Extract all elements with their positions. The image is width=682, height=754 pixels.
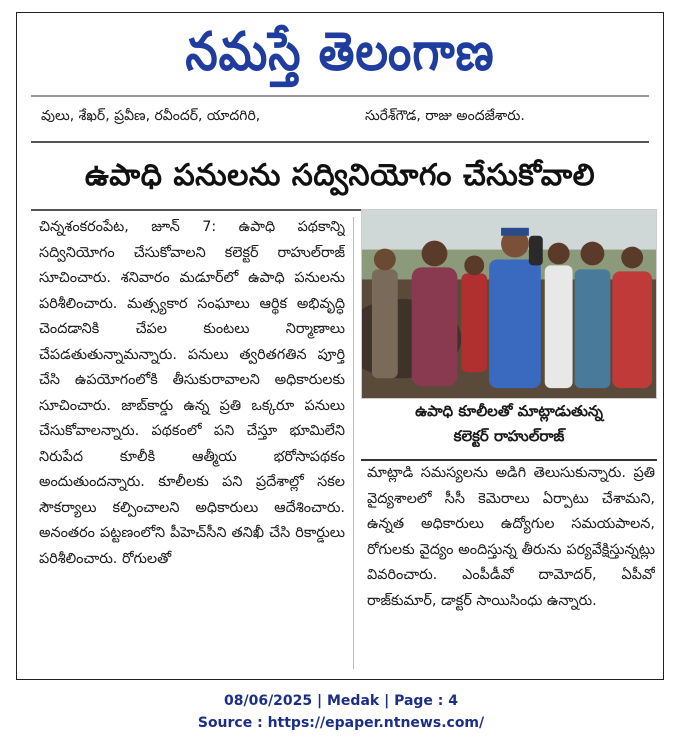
photo-caption-line2: కలెక్టర్ రాహుల్‌రాజ్ (453, 427, 565, 445)
byline-left: వులు, శేఖర్, ప్రవీణ, రవీందర్, యాదగిరి, (41, 108, 261, 124)
divider (31, 141, 649, 143)
previous-article-tail (41, 105, 639, 127)
photo-caption-line1: ఉపాధి కూలీలతో మాట్లాడుతున్న (415, 402, 603, 420)
article-headline: ఉపాధి పనులను సద్వినియోగం చేసుకోవాలి (84, 158, 596, 193)
article-text-continued: మాట్లాడి సమస్యలను అడిగి తెలుసుకున్నారు. ప్రతి వైద్యశాలలో సీసీ కెమెరాలు ఏర్పాటు చేశామని, ఉన్నత అధికారులు ఉద్యోగుల సమయపాలన, రోగులకు వైద్యం అందిస్తున్న తీరును పర్యవేక్షిస్తున్నట్లు వివరించారు. ఎంపీడీవో దామోదర్, ఏపీవో రాజ్‌కుమార్, డాక్టర్ సాయిసింధు ఉన్నారు. (367, 465, 655, 609)
footer-source-link[interactable]: Source : https://epaper.ntnews.com/ (197, 715, 485, 731)
article-text: చిన్నశంకరంపేట, జూన్ 7: ఉపాధి పథకాన్ని సద్వినియోగం చేసుకోవాలని కలెక్టర్ రాహుల్‌రాజ్ సూచించారు. శనివారం మడూర్‌లో ఉపాధి పనులను పరిశీలించారు. మత్స్యకార సంఘాలు ఆర్థిక అభివృద్ధి చెందడానికి చేపల కుంటలు నిర్మాణాలు చేపడతుతున్నామన్నారు. పనులు త్వరితగతిన పూర్తి చేసి ఉపయోగంలోకి తీసుకురావాలని అధికారులకు సూచించారు. జాబ్‌కార్డు ఉన్న ప్రతి ఒక్కరూ పనులు చేసుకోవాలన్నారు. పథకంలో పని చేస్తూ భూమిలేని నిరుపేద కూలీకి ఆత్మీయ భరోసాపథకం అందుతుందన్నారు. కూలీలకు పని ప్రదేశాల్లో సకల సౌకర్యాలు కల్పించాలని అధికారులు ఆదేశించారు. అనంతరం పట్టణంలోని పీహెచ్‌సీని తనిఖీ చేసి రికార్డులు పరిశీలించారు. రోగులతో (39, 219, 345, 567)
divider (31, 95, 649, 97)
newspaper-clipping (16, 12, 664, 680)
footer-date-edition: 08/06/2025 | Medak | Page : 4 (223, 693, 459, 709)
photo-collector-with-workers (362, 210, 656, 398)
byline-right: సురేశ్‌గౌడ, రాజు అందజేశారు. (365, 108, 525, 124)
column-divider (353, 217, 354, 669)
masthead-logo: నమస్తే తెలంగాణ (185, 19, 495, 83)
article-body-right-column (367, 461, 655, 671)
article-body-left-column (39, 215, 345, 675)
clipping-footer (0, 690, 682, 734)
photo-caption (361, 399, 657, 453)
article-photo (361, 209, 657, 399)
